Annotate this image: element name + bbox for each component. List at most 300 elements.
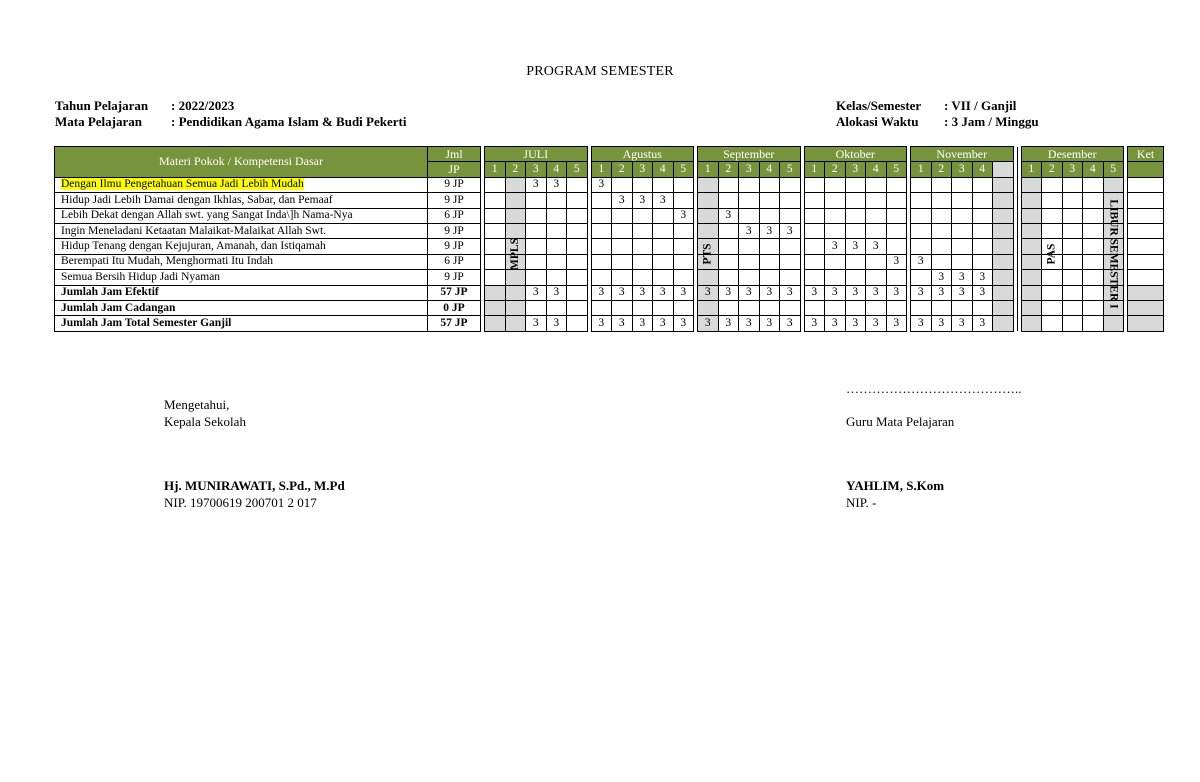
week-cell (780, 177, 801, 192)
row-ket (1128, 193, 1164, 208)
week-cell: 3 (759, 316, 780, 331)
week-cell (632, 208, 653, 223)
week-cell (931, 208, 952, 223)
page-title: PROGRAM SEMESTER (526, 64, 674, 79)
header-week: 4 (866, 162, 887, 177)
week-cell (567, 270, 588, 285)
week-cell (1021, 285, 1042, 300)
week-cell: 3 (866, 285, 887, 300)
week-cell (886, 270, 907, 285)
week-cell (1083, 177, 1104, 192)
week-cell (886, 239, 907, 254)
row-ket (1128, 254, 1164, 269)
materi-text: Ingin Meneladani Ketaatan Malaikat-Malaikat Allah Swt. (61, 224, 327, 237)
table-row (55, 270, 1164, 285)
week-cell (739, 177, 760, 192)
week-cell (612, 177, 633, 192)
week-cell (845, 300, 866, 315)
week-cell (952, 193, 973, 208)
week-cell (526, 193, 547, 208)
signature-right-name-block (846, 477, 944, 511)
week-cell: 3 (759, 223, 780, 238)
week-cell (780, 193, 801, 208)
week-cell (485, 254, 506, 269)
week-cell (886, 223, 907, 238)
week-cell: 3 (546, 177, 567, 192)
week-cell (952, 300, 973, 315)
week-cell (1042, 177, 1063, 192)
sig-left-nip: NIP. 19700619 200701 2 017 (164, 495, 317, 510)
week-cell (591, 300, 612, 315)
week-cell: 3 (612, 316, 633, 331)
row-materi (55, 316, 428, 331)
week-cell: 3 (972, 316, 993, 331)
week-cell: 3 (780, 223, 801, 238)
header-week: 3 (952, 162, 973, 177)
week-cell (612, 208, 633, 223)
week-cell: 3 (526, 316, 547, 331)
week-cell: 3 (673, 208, 694, 223)
row-jp: 57 JP (428, 285, 481, 300)
header-week: 4 (759, 162, 780, 177)
week-cell: 3 (886, 285, 907, 300)
week-cell (526, 270, 547, 285)
week-cell: 3 (866, 239, 887, 254)
week-cell (1062, 193, 1083, 208)
week-cell: 3 (591, 177, 612, 192)
week-cell (673, 300, 694, 315)
week-cell (780, 208, 801, 223)
week-cell (526, 239, 547, 254)
week-cell: 3 (886, 254, 907, 269)
week-cell-blank (993, 193, 1014, 208)
header-week: 4 (1083, 162, 1104, 177)
week-cell (567, 208, 588, 223)
week-cell: 3 (673, 316, 694, 331)
week-cell (911, 193, 932, 208)
header-month: JULI (485, 147, 588, 162)
week-cell (546, 223, 567, 238)
header-week: 2 (931, 162, 952, 177)
week-cell (485, 285, 506, 300)
week-cell (739, 254, 760, 269)
header-month: Oktober (804, 147, 907, 162)
header-jml: Jml (428, 147, 481, 162)
week-cell (972, 239, 993, 254)
week-cell (1062, 223, 1083, 238)
week-cell (505, 316, 526, 331)
sig-left-name: Hj. MUNIRAWATI, S.Pd., M.Pd (164, 478, 345, 493)
materi-text: Jumlah Jam Cadangan (61, 301, 176, 314)
week-cell (632, 270, 653, 285)
week-cell (866, 300, 887, 315)
week-cell (485, 223, 506, 238)
row-materi (55, 193, 428, 208)
week-cell: 3 (526, 285, 547, 300)
week-cell (485, 193, 506, 208)
meta-value: : 3 Jam / Minggu (944, 114, 1039, 129)
row-jp: 9 JP (428, 193, 481, 208)
week-cell (718, 254, 739, 269)
summary-row (55, 285, 1164, 300)
header-week: 3 (632, 162, 653, 177)
week-cell (1083, 270, 1104, 285)
week-cell (1042, 193, 1063, 208)
week-cell: 3 (911, 254, 932, 269)
week-cell: 3 (972, 270, 993, 285)
week-cell (759, 239, 780, 254)
materi-text: Dengan Ilmu Pengetahuan Semua Jadi Lebih Mudah (61, 178, 304, 191)
week-cell (780, 270, 801, 285)
row-materi (55, 223, 428, 238)
week-cell (866, 223, 887, 238)
week-cell (673, 223, 694, 238)
week-cell: 3 (931, 270, 952, 285)
week-cell (845, 223, 866, 238)
week-cell (1103, 177, 1124, 192)
header-ket: Ket (1128, 147, 1164, 162)
week-cell (739, 193, 760, 208)
week-cell (546, 254, 567, 269)
week-cell: 3 (911, 285, 932, 300)
week-cell (911, 177, 932, 192)
week-cell (1021, 270, 1042, 285)
week-cell (1042, 300, 1063, 315)
pas-vertical-label: PAS (1045, 243, 1058, 265)
week-cell (505, 208, 526, 223)
week-cell (1042, 208, 1063, 223)
meta-label: Alokasi Waktu (836, 114, 919, 129)
week-cell (825, 300, 846, 315)
week-cell: 3 (632, 285, 653, 300)
meta-row-alokasi (836, 114, 1039, 130)
week-cell (911, 300, 932, 315)
week-cell (567, 193, 588, 208)
header-week: 5 (886, 162, 907, 177)
week-cell (911, 270, 932, 285)
week-cell-blank (993, 285, 1014, 300)
week-cell (653, 239, 674, 254)
week-cell (718, 223, 739, 238)
header-week: 1 (804, 162, 825, 177)
week-cell (804, 239, 825, 254)
header-week: 4 (546, 162, 567, 177)
row-materi (55, 254, 428, 269)
week-cell-blank (993, 177, 1014, 192)
row-ket (1128, 270, 1164, 285)
week-cell (845, 270, 866, 285)
week-cell: 3 (845, 239, 866, 254)
table-row (55, 239, 1164, 254)
week-cell (505, 300, 526, 315)
table-row (55, 177, 1164, 192)
week-cell (1062, 177, 1083, 192)
row-ket (1128, 300, 1164, 315)
header-week: 3 (1062, 162, 1083, 177)
week-cell (698, 270, 719, 285)
row-jp: 9 JP (428, 177, 481, 192)
week-cell (567, 300, 588, 315)
week-cell (1062, 300, 1083, 315)
week-cell (825, 208, 846, 223)
week-cell (505, 177, 526, 192)
row-materi (55, 300, 428, 315)
week-cell (759, 300, 780, 315)
week-cell (759, 193, 780, 208)
meta-value: : Pendidikan Agama Islam & Budi Pekerti (171, 114, 407, 129)
week-cell (931, 300, 952, 315)
week-cell (911, 223, 932, 238)
week-cell (612, 239, 633, 254)
week-cell (591, 270, 612, 285)
week-cell (1083, 316, 1104, 331)
week-cell (804, 300, 825, 315)
week-cell (632, 300, 653, 315)
row-materi (55, 285, 428, 300)
week-cell: 3 (698, 285, 719, 300)
week-cell: 3 (632, 193, 653, 208)
week-cell (759, 254, 780, 269)
week-cell-blank (993, 300, 1014, 315)
week-cell (526, 300, 547, 315)
meta-label: Mata Pelajaran (55, 114, 143, 129)
week-cell (1062, 239, 1083, 254)
week-cell: 3 (653, 285, 674, 300)
header-month: Desember (1021, 147, 1124, 162)
week-cell: 3 (739, 223, 760, 238)
week-cell (526, 223, 547, 238)
week-cell (866, 270, 887, 285)
row-jp: 9 JP (428, 223, 481, 238)
week-cell (673, 239, 694, 254)
row-jp: 9 JP (428, 239, 481, 254)
header-week: 1 (591, 162, 612, 177)
week-cell (526, 208, 547, 223)
week-cell (698, 223, 719, 238)
week-cell (718, 270, 739, 285)
sig-right-name: YAHLIM, S.Kom (846, 478, 945, 493)
week-cell: 3 (952, 285, 973, 300)
header-ket-blank (1128, 162, 1164, 177)
header-week: 4 (653, 162, 674, 177)
row-ket (1128, 285, 1164, 300)
materi-text: Jumlah Jam Efektif (61, 286, 159, 299)
header-week: 1 (485, 162, 506, 177)
week-cell: 3 (780, 316, 801, 331)
week-cell-blank (993, 254, 1014, 269)
week-cell: 3 (780, 285, 801, 300)
week-cell (718, 239, 739, 254)
week-cell (845, 208, 866, 223)
week-cell: 3 (931, 316, 952, 331)
mpls-vertical-label: MPLS (509, 238, 522, 271)
header-week: 2 (1042, 162, 1063, 177)
meta-row-tahun (55, 98, 406, 114)
meta-row-kelas (836, 98, 1039, 114)
week-cell (931, 223, 952, 238)
week-cell (825, 254, 846, 269)
header-week-blank (993, 162, 1014, 177)
week-cell (866, 208, 887, 223)
header-week: 5 (567, 162, 588, 177)
signature-right (846, 380, 1022, 430)
header-week: 5 (780, 162, 801, 177)
summary-row (55, 316, 1164, 331)
week-cell (1062, 316, 1083, 331)
week-cell (780, 300, 801, 315)
week-cell (804, 177, 825, 192)
header-month: September (698, 147, 801, 162)
week-cell (1021, 254, 1042, 269)
week-cell (632, 239, 653, 254)
row-materi (55, 239, 428, 254)
week-cell (653, 223, 674, 238)
header-month: Agustus (591, 147, 694, 162)
week-cell (952, 223, 973, 238)
week-cell (567, 316, 588, 331)
header-week: 2 (612, 162, 633, 177)
week-cell (952, 254, 973, 269)
week-cell (952, 239, 973, 254)
row-materi (55, 270, 428, 285)
week-cell (1021, 223, 1042, 238)
week-cell: 3 (825, 316, 846, 331)
sig-left-line1: Mengetahui, (164, 397, 230, 412)
week-cell (485, 208, 506, 223)
week-cell (673, 270, 694, 285)
table-row (55, 223, 1164, 238)
week-cell (972, 300, 993, 315)
week-cell (931, 254, 952, 269)
libur-vertical-label: LIBUR SEMESTER I (1107, 199, 1120, 309)
row-jp: 57 JP (428, 316, 481, 331)
week-cell (653, 208, 674, 223)
week-cell (567, 177, 588, 192)
week-cell: 3 (952, 270, 973, 285)
row-ket (1128, 239, 1164, 254)
week-cell (1021, 316, 1042, 331)
week-cell (718, 177, 739, 192)
week-cell (780, 254, 801, 269)
sig-right-role: Guru Mata Pelajaran (846, 414, 955, 429)
week-cell (546, 208, 567, 223)
table-row (55, 193, 1164, 208)
week-cell (866, 177, 887, 192)
week-cell: 3 (718, 285, 739, 300)
week-cell (1083, 208, 1104, 223)
week-cell: 3 (718, 316, 739, 331)
week-cell (698, 177, 719, 192)
week-cell (612, 300, 633, 315)
row-ket (1128, 177, 1164, 192)
week-cell (845, 254, 866, 269)
week-cell (931, 239, 952, 254)
week-cell (804, 193, 825, 208)
row-materi (55, 177, 428, 192)
week-cell (546, 300, 567, 315)
week-cell: 3 (739, 316, 760, 331)
week-cell (673, 193, 694, 208)
week-cell (739, 270, 760, 285)
header-week: 5 (673, 162, 694, 177)
week-cell (567, 239, 588, 254)
materi-text: Jumlah Jam Total Semester Ganjil (61, 316, 232, 329)
week-cell (546, 193, 567, 208)
table-row (55, 208, 1164, 223)
week-cell (591, 239, 612, 254)
week-cell (886, 208, 907, 223)
week-cell: 3 (886, 316, 907, 331)
week-cell (1021, 193, 1042, 208)
week-cell (612, 223, 633, 238)
row-ket (1128, 316, 1164, 331)
header-week: 2 (718, 162, 739, 177)
week-cell (845, 193, 866, 208)
header-month: November (911, 147, 1014, 162)
week-cell: 3 (526, 177, 547, 192)
meta-right (836, 98, 1039, 130)
week-cell (698, 300, 719, 315)
week-cell (972, 254, 993, 269)
week-cell: 3 (673, 285, 694, 300)
week-cell: 3 (591, 285, 612, 300)
week-cell: 3 (632, 316, 653, 331)
week-cell (866, 254, 887, 269)
signature-left-name-block (164, 477, 345, 511)
week-cell (505, 223, 526, 238)
week-cell (972, 208, 993, 223)
week-cell (804, 223, 825, 238)
row-jp: 6 JP (428, 208, 481, 223)
sig-left-line2: Kepala Sekolah (164, 414, 246, 429)
semester-program-table (54, 146, 1164, 332)
week-cell (591, 193, 612, 208)
week-cell (1021, 239, 1042, 254)
week-cell: 3 (653, 193, 674, 208)
header-week: 1 (698, 162, 719, 177)
week-cell (673, 177, 694, 192)
header-jp: JP (428, 162, 481, 177)
week-cell (567, 254, 588, 269)
week-cell (485, 270, 506, 285)
header-week: 1 (1021, 162, 1042, 177)
sig-right-dots: ………………………………….. (846, 381, 1022, 396)
week-cell (698, 208, 719, 223)
week-cell (718, 193, 739, 208)
week-cell (804, 254, 825, 269)
week-cell (485, 316, 506, 331)
week-cell (632, 254, 653, 269)
week-cell: 3 (612, 193, 633, 208)
week-cell (1062, 285, 1083, 300)
week-cell-blank (993, 239, 1014, 254)
header-week: 2 (505, 162, 526, 177)
week-cell (1062, 270, 1083, 285)
week-cell: 3 (866, 316, 887, 331)
week-cell (759, 177, 780, 192)
week-cell: 3 (739, 285, 760, 300)
week-cell (485, 300, 506, 315)
week-cell (972, 223, 993, 238)
week-cell (1042, 316, 1063, 331)
summary-row (55, 300, 1164, 315)
row-ket (1128, 208, 1164, 223)
week-cell: 3 (804, 285, 825, 300)
week-cell (526, 254, 547, 269)
week-cell: 3 (845, 316, 866, 331)
week-cell (780, 239, 801, 254)
week-cell (931, 193, 952, 208)
